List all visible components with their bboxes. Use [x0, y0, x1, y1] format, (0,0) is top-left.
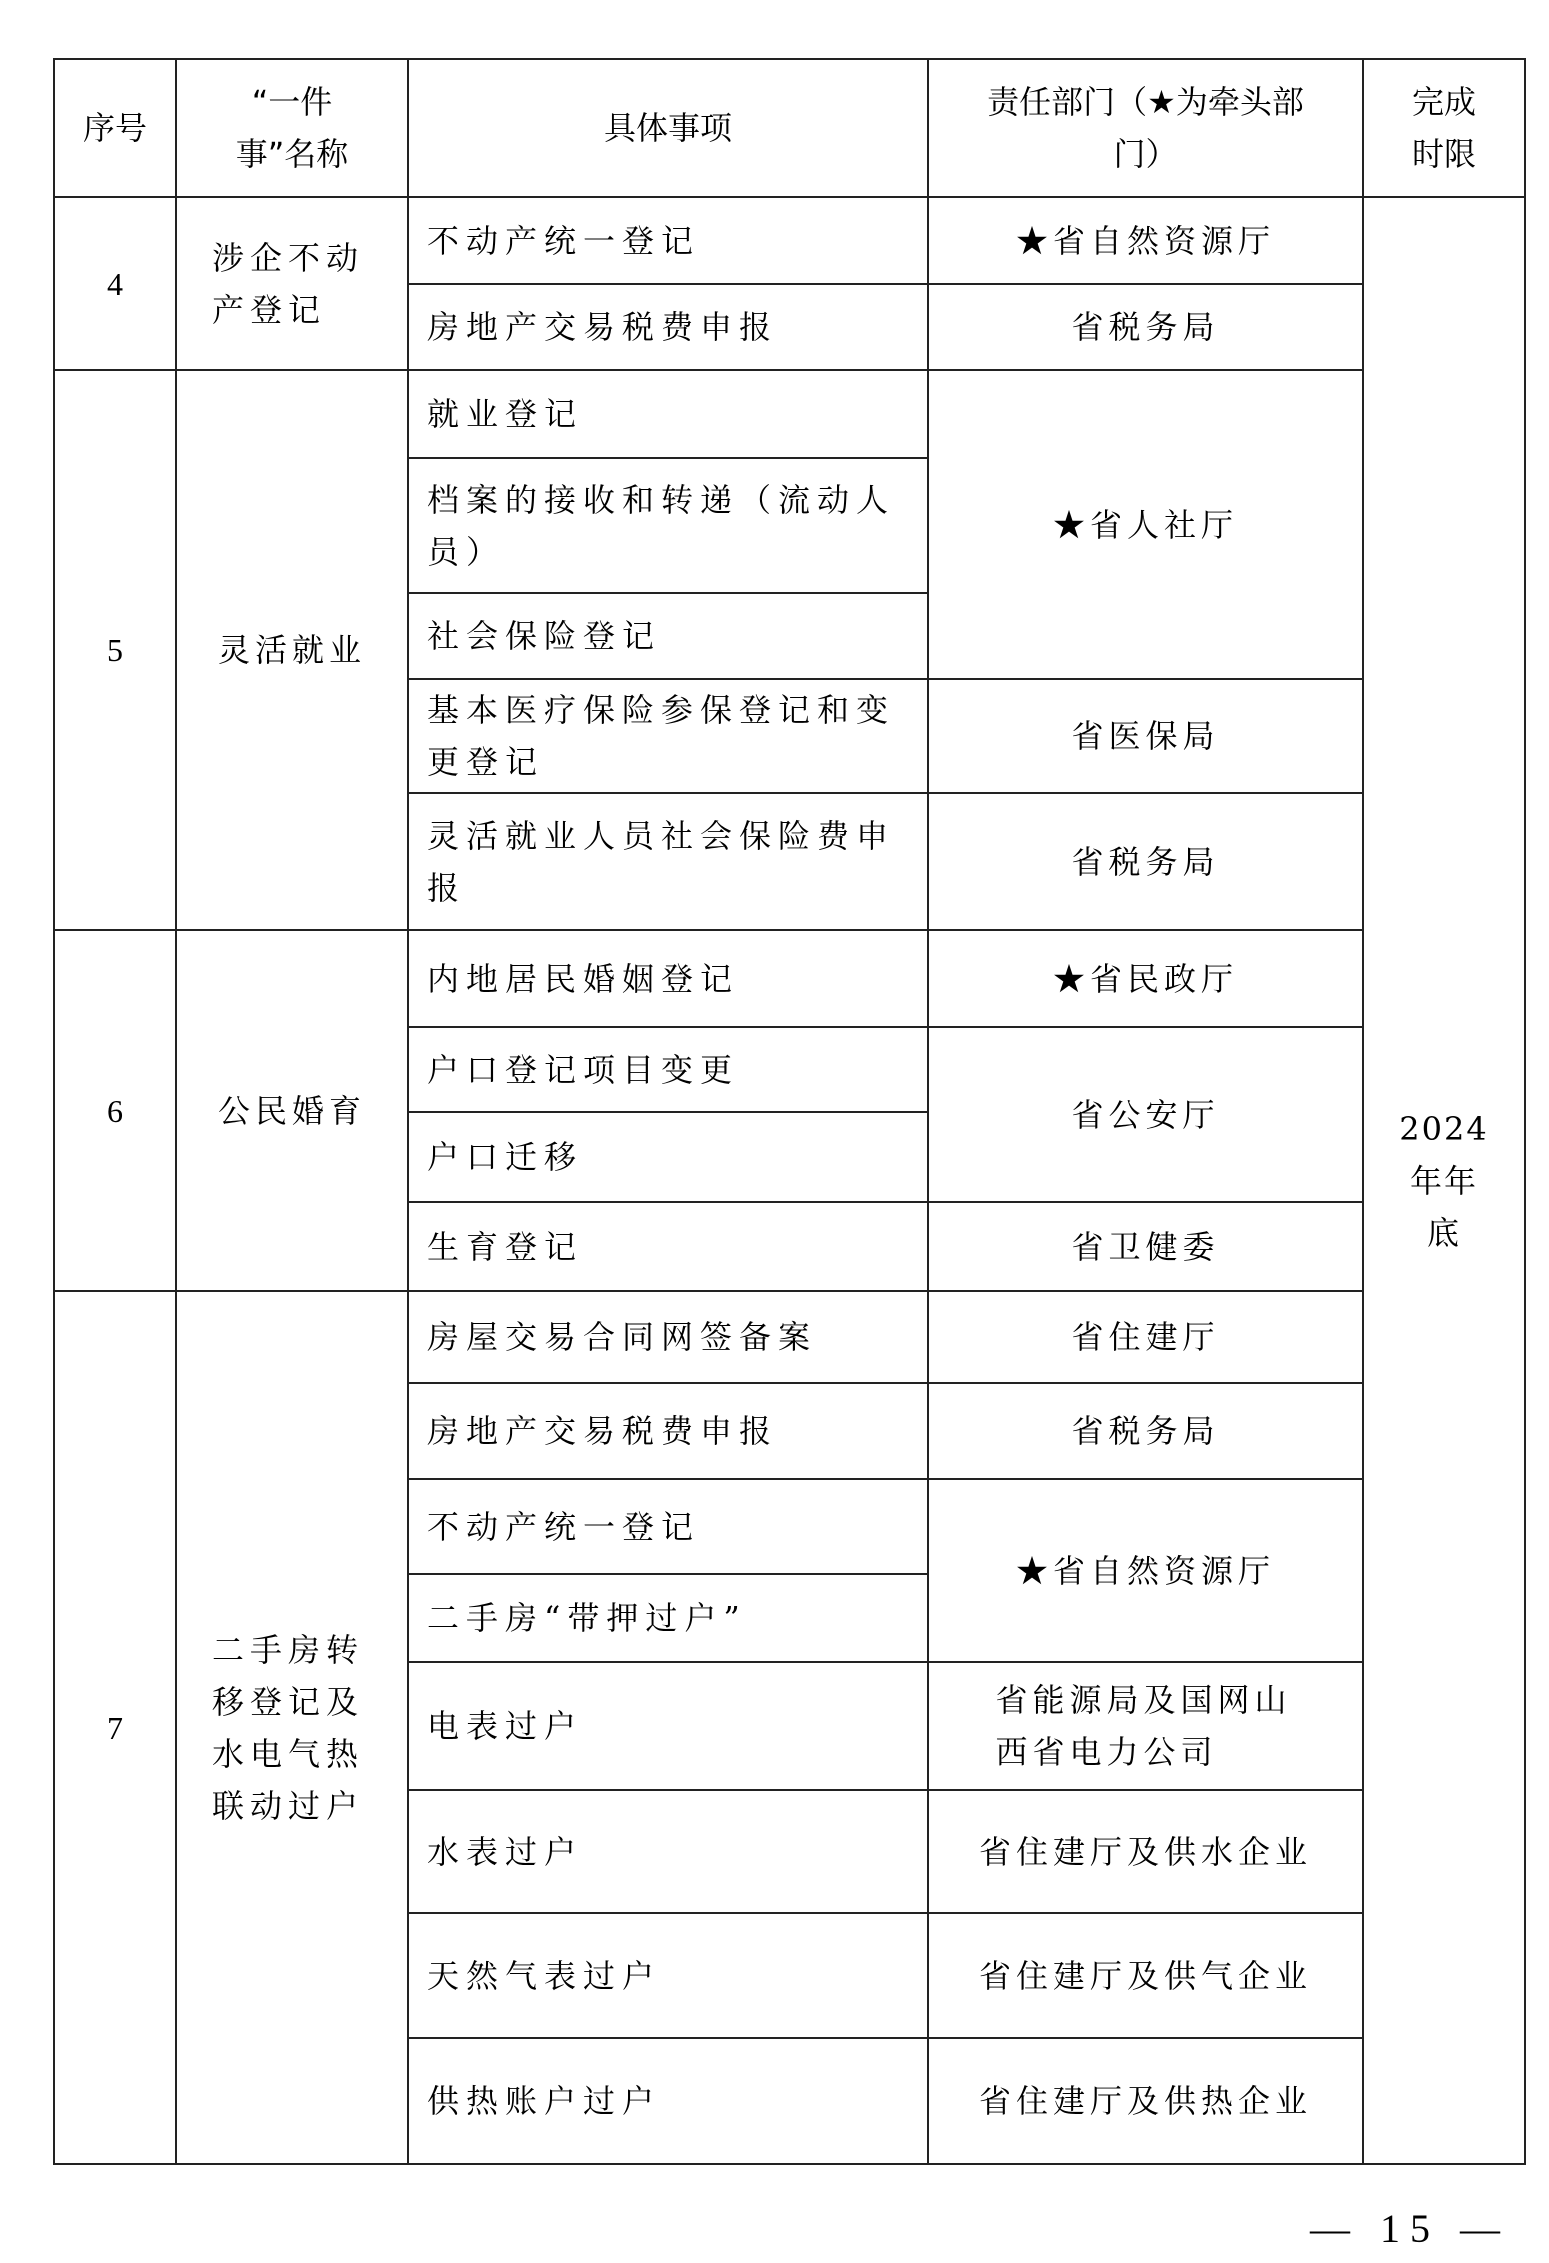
item-cell: 档案的接收和转递（流动人员）: [408, 458, 928, 593]
dept-cell: 省能源局及国网山西省电力公司: [928, 1662, 1363, 1790]
item-cell: 供热账户过户: [408, 2038, 928, 2164]
item-cell: 内地居民婚姻登记: [408, 930, 928, 1027]
item-cell: 不动产统一登记: [408, 1479, 928, 1574]
item-cell: 不动产统一登记: [408, 197, 928, 284]
header-name: “一件事”名称: [176, 59, 408, 197]
dept-cell: ★省自然资源厅: [928, 197, 1363, 284]
header-item: 具体事项: [408, 59, 928, 197]
dept-cell: 省公安厅: [928, 1027, 1363, 1202]
name-cell: 二手房转移登记及水电气热联动过户: [176, 1291, 408, 2164]
deadline-cell: 2024年年底: [1363, 197, 1525, 2164]
seq-cell: 4: [54, 197, 176, 370]
item-cell: 就业登记: [408, 370, 928, 458]
dept-cell: ★省自然资源厅: [928, 1479, 1363, 1662]
dept-cell: 省税务局: [928, 793, 1363, 930]
table-row: [54, 370, 1525, 458]
name-cell: 公民婚育: [176, 930, 408, 1291]
dept-cell: ★省民政厅: [928, 930, 1363, 1027]
header-row: [54, 59, 1525, 197]
header-seq: 序号: [54, 59, 176, 197]
item-cell: 户口登记项目变更: [408, 1027, 928, 1112]
item-cell: 房地产交易税费申报: [408, 1383, 928, 1479]
item-cell: 灵活就业人员社会保险费申报: [408, 793, 928, 930]
dept-cell: 省住建厅及供气企业: [928, 1913, 1363, 2038]
item-cell: 社会保险登记: [408, 593, 928, 679]
name-cell: 灵活就业: [176, 370, 408, 930]
header-dept: 责任部门（★为牵头部门）: [928, 59, 1363, 197]
seq-cell: 5: [54, 370, 176, 930]
item-cell: 户口迁移: [408, 1112, 928, 1202]
dept-cell: 省住建厅: [928, 1291, 1363, 1383]
item-cell: 基本医疗保险参保登记和变更登记: [408, 679, 928, 793]
item-cell: 房地产交易税费申报: [408, 284, 928, 370]
seq-cell: 6: [54, 930, 176, 1291]
dept-cell: 省税务局: [928, 284, 1363, 370]
item-cell: 房屋交易合同网签备案: [408, 1291, 928, 1383]
table-row: [54, 197, 1525, 284]
table-row: [54, 930, 1525, 1027]
table-row: [54, 1291, 1525, 1383]
dept-cell: 省卫健委: [928, 1202, 1363, 1291]
dept-cell: 省医保局: [928, 679, 1363, 793]
header-deadline: 完成时限: [1363, 59, 1525, 197]
name-cell: 涉企不动产登记: [176, 197, 408, 370]
dept-cell: ★省人社厅: [928, 370, 1363, 679]
seq-cell: 7: [54, 1291, 176, 2164]
task-table: [53, 58, 1526, 2165]
page-number: — 15 —: [1310, 2206, 1510, 2251]
dept-cell: 省税务局: [928, 1383, 1363, 1479]
item-cell: 水表过户: [408, 1790, 928, 1913]
item-cell: 生育登记: [408, 1202, 928, 1291]
dept-cell: 省住建厅及供热企业: [928, 2038, 1363, 2164]
item-cell: 天然气表过户: [408, 1913, 928, 2038]
item-cell: 二手房“带押过户”: [408, 1574, 928, 1662]
item-cell: 电表过户: [408, 1662, 928, 1790]
dept-cell: 省住建厅及供水企业: [928, 1790, 1363, 1913]
